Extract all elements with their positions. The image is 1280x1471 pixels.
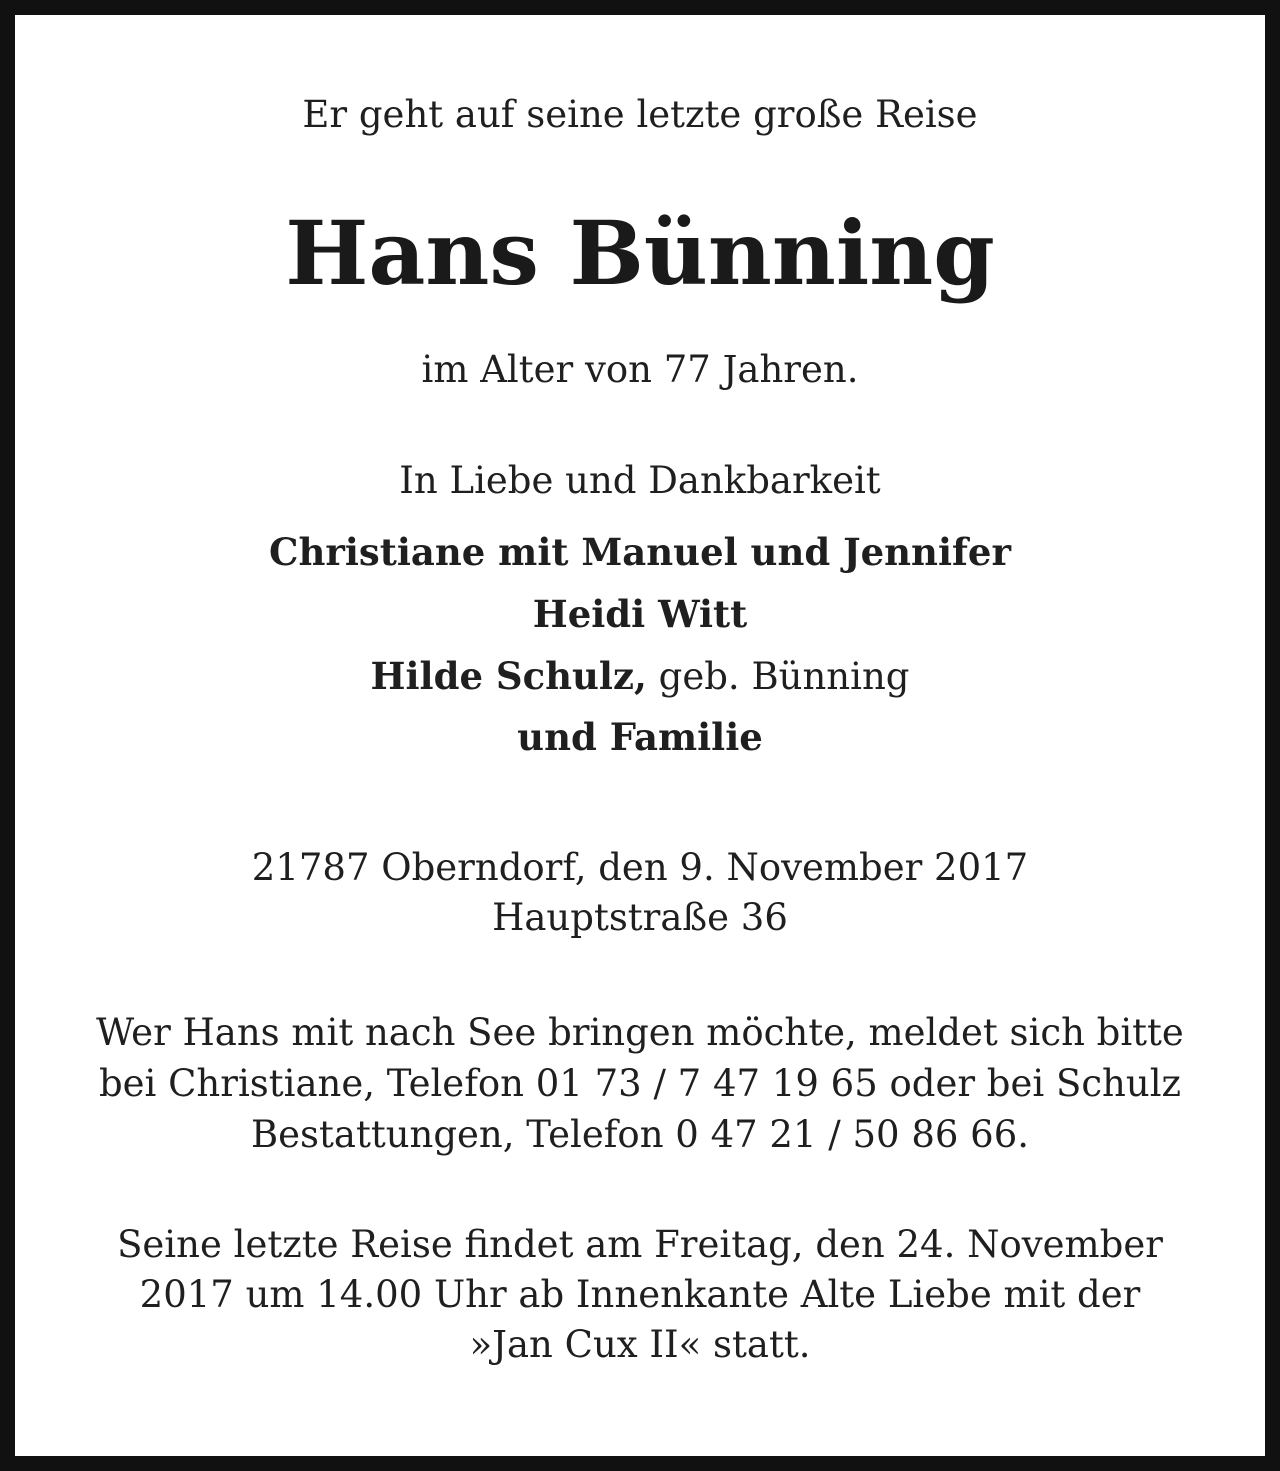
ceremony-line-3: »Jan Cux II« statt. <box>469 1323 811 1366</box>
mourner-line-1: Christiane mit Manuel und Jennifer <box>269 530 1011 574</box>
mourner-name-bold: Hilde Schulz, <box>370 654 647 698</box>
age-text: im Alter von 77 Jahren. <box>421 348 859 391</box>
contact-line-2: bei Christiane, Telefon 01 73 / 7 47 19 65 oder bei Schulz <box>98 1062 1182 1105</box>
intro-text: Er geht auf seine letzte große Reise <box>302 93 978 136</box>
contact-line-1: Wer Hans mit nach See bringen möchte, meldet sich bitte <box>96 1011 1184 1054</box>
mourner-line-3 <box>55 653 1225 700</box>
contact-line-3: Bestattungen, Telefon 0 47 21 / 50 86 66. <box>250 1113 1030 1156</box>
mourner-line-2: Heidi Witt <box>532 592 748 636</box>
ceremony-line-1: Seine letzte Reise findet am Freitag, den 24. November <box>117 1223 1163 1266</box>
deceased-name: Hans Bünning <box>285 201 995 305</box>
address-text: Hauptstraße 36 <box>492 896 788 939</box>
place-date-text: 21787 Oberndorf, den 9. November 2017 <box>251 846 1029 889</box>
mourner-line-4: und Familie <box>517 715 763 759</box>
dedication-text: In Liebe und Dankbarkeit <box>399 459 881 502</box>
ceremony-line-2: 2017 um 14.00 Uhr ab Innenkante Alte Liebe mit der <box>139 1273 1141 1316</box>
mourner-birth-name: geb. Bünning <box>646 655 910 698</box>
obituary-content <box>15 15 1265 1456</box>
